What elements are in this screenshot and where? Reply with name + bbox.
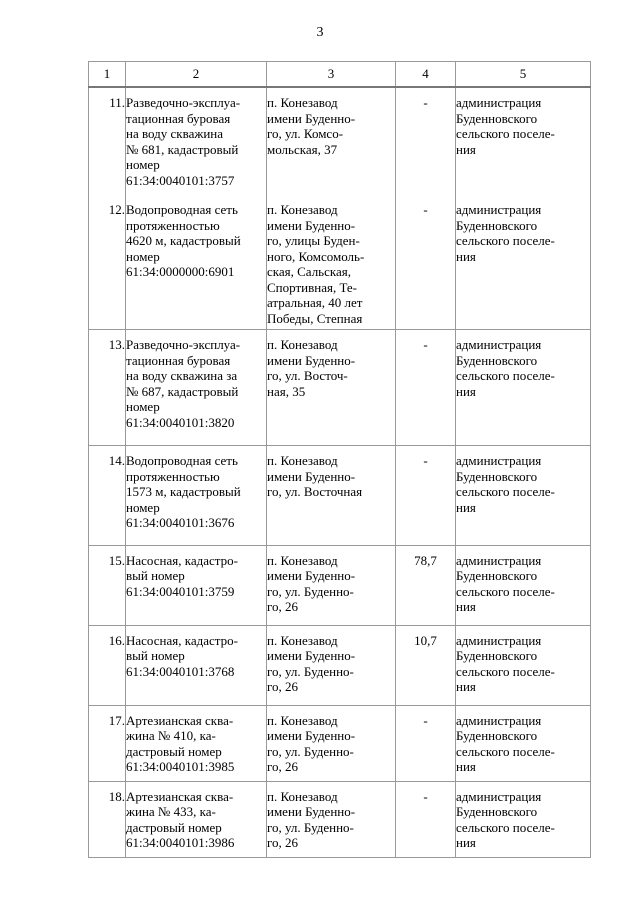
object-address-line: го, ул. Восточ- <box>267 368 348 383</box>
object-area-text: - <box>423 202 428 217</box>
row-number-text: 15. <box>108 552 125 568</box>
rights-holder-line: администрация <box>456 202 542 217</box>
object-address-line: Победы, Степная <box>267 310 363 326</box>
row-number-text: 16. <box>108 632 125 648</box>
object-address-line: имени Буденно- <box>267 352 356 368</box>
table-row <box>89 781 591 857</box>
object-name-line: протяженностью <box>126 217 220 233</box>
table-row <box>89 545 591 625</box>
object-address-line: го, ул. Комсо- <box>267 126 344 141</box>
object-address-line: го, ул. Буденно- <box>267 819 354 835</box>
object-name <box>126 87 267 202</box>
object-address <box>267 625 396 705</box>
object-address-line: ская, Сальская, <box>267 264 351 279</box>
object-name-line: вый номер <box>126 648 185 663</box>
rights-holder-line: сельского поселе- <box>456 743 555 759</box>
object-area <box>396 625 456 705</box>
object-name-line: жина № 433, ка- <box>126 804 216 819</box>
object-name-line: Водопроводная сеть <box>126 453 238 468</box>
rights-holder-line: администрация <box>456 95 542 110</box>
rights-holder-line: сельского поселе- <box>456 484 555 499</box>
table-row <box>89 202 591 330</box>
object-address-line: ная, 35 <box>267 383 306 399</box>
column-header: 5 <box>456 62 591 88</box>
column-header: 3 <box>267 62 396 88</box>
rights-holder-line: Буденновского <box>456 352 538 368</box>
row-number <box>89 446 126 546</box>
object-name-line: Насосная, кадастро- <box>126 552 238 568</box>
column-header: 4 <box>396 62 456 88</box>
object-name <box>126 625 267 705</box>
object-area-text: - <box>423 788 428 804</box>
object-name-line: номер <box>126 248 160 264</box>
object-address-line: ного, Комсомоль- <box>267 248 365 264</box>
rights-holder <box>456 446 591 546</box>
row-number-text: 14. <box>108 453 125 468</box>
object-address <box>267 87 396 202</box>
object-address-line: го, 26 <box>267 835 299 850</box>
object-area-text: - <box>423 453 428 468</box>
object-address-line: го, ул. Восточная <box>267 484 363 499</box>
object-area-text: - <box>423 712 428 728</box>
object-name-line: номер <box>126 399 160 414</box>
object-name-line: протяженностью <box>126 468 220 484</box>
object-name-line: номер <box>126 157 160 172</box>
object-address <box>267 545 396 625</box>
rights-holder-line: ния <box>456 835 476 850</box>
object-address-line: имени Буденно- <box>267 568 356 583</box>
rights-holder-line: ния <box>456 141 476 157</box>
object-address-line: п. Конезавод <box>267 712 338 728</box>
rights-holder-line: ния <box>456 599 476 614</box>
object-name-line: 61:34:0040101:3985 <box>126 759 235 774</box>
object-name-line: 61:34:0000000:6901 <box>126 264 235 279</box>
row-number <box>89 202 126 330</box>
object-address-line: го, ул. Буденно- <box>267 663 354 679</box>
object-address-line: го, 26 <box>267 599 299 614</box>
object-area <box>396 545 456 625</box>
object-name-line: Разведочно-эксплуа- <box>126 337 241 352</box>
table-row <box>89 705 591 781</box>
page-number: 3 <box>316 25 324 40</box>
table-row <box>89 625 591 705</box>
object-name-line: Артезианская сква- <box>126 788 234 804</box>
object-address <box>267 781 396 857</box>
object-name-line: номер <box>126 499 160 515</box>
rights-holder-line: ния <box>456 759 476 774</box>
object-name-line: 1573 м, кадастровый <box>126 484 241 499</box>
object-name-line: Артезианская сква- <box>126 712 234 728</box>
object-name-line: Разведочно-эксплуа- <box>126 95 241 110</box>
object-address-line: Спортивная, Те- <box>267 279 357 295</box>
object-area <box>396 781 456 857</box>
row-number-text: 12. <box>108 202 125 217</box>
rights-holder <box>456 705 591 781</box>
object-address-line: п. Конезавод <box>267 788 338 804</box>
object-area <box>396 705 456 781</box>
row-number-text: 17. <box>108 712 125 728</box>
object-address-line: п. Конезавод <box>267 337 338 352</box>
rights-holder-line: ния <box>456 248 476 264</box>
rights-holder-line: ния <box>456 383 476 399</box>
object-area-text: 10,7 <box>414 632 437 648</box>
rights-holder-line: Буденновского <box>456 804 538 819</box>
object-name <box>126 446 267 546</box>
row-number <box>89 87 126 202</box>
rights-holder-line: сельского поселе- <box>456 583 555 599</box>
object-name <box>126 705 267 781</box>
rights-holder-line: Буденновского <box>456 217 538 233</box>
object-name-line: 4620 м, кадастровый <box>126 233 241 248</box>
row-number-text: 18. <box>108 788 125 804</box>
rights-holder-line: ния <box>456 499 476 515</box>
row-number <box>89 781 126 857</box>
row-number <box>89 545 126 625</box>
object-address-line: го, 26 <box>267 759 299 774</box>
rights-holder-line: сельского поселе- <box>456 368 555 383</box>
rights-holder-line: администрация <box>456 788 542 804</box>
object-address-line: п. Конезавод <box>267 95 338 110</box>
object-name-line: № 687, кадастровый <box>126 383 239 399</box>
object-name-line: 61:34:0040101:3759 <box>126 583 235 599</box>
rights-holder <box>456 202 591 330</box>
object-area <box>396 330 456 446</box>
object-address-line: п. Конезавод <box>267 202 338 217</box>
object-name-line: тационная буровая <box>126 110 231 126</box>
object-address-line: атральная, 40 лет <box>267 295 363 310</box>
object-name-line: 61:34:0040101:3768 <box>126 663 235 679</box>
object-address-line: имени Буденно- <box>267 110 356 126</box>
object-address-line: мольская, 37 <box>267 141 338 157</box>
object-address-line: п. Конезавод <box>267 632 338 648</box>
object-name-line: 61:34:0040101:3757 <box>126 172 235 188</box>
object-name-line: на воду скважина <box>126 126 224 141</box>
object-name <box>126 202 267 330</box>
rights-holder-line: администрация <box>456 712 542 728</box>
rights-holder-line: сельского поселе- <box>456 663 555 679</box>
object-name-line: 61:34:0040101:3676 <box>126 515 235 530</box>
object-address <box>267 202 396 330</box>
rights-holder <box>456 781 591 857</box>
rights-holder-line: сельского поселе- <box>456 819 555 835</box>
object-area-text: 78,7 <box>414 552 437 568</box>
object-address-line: имени Буденно- <box>267 728 356 743</box>
object-address-line: п. Конезавод <box>267 552 338 568</box>
rights-holder-line: администрация <box>456 552 542 568</box>
object-name-line: дастровый номер <box>126 819 222 835</box>
table-row <box>89 446 591 546</box>
object-address <box>267 446 396 546</box>
object-address-line: го, улицы Буден- <box>267 233 360 248</box>
object-name-line: дастровый номер <box>126 743 222 759</box>
object-address-line: имени Буденно- <box>267 217 356 233</box>
rights-holder <box>456 87 591 202</box>
column-header: 1 <box>89 62 126 88</box>
rights-holder <box>456 625 591 705</box>
object-name-line: 61:34:0040101:3986 <box>126 835 235 850</box>
row-number-text: 11. <box>109 95 125 110</box>
object-name-line: № 681, кадастровый <box>126 141 239 157</box>
object-name-line: Водопроводная сеть <box>126 202 238 217</box>
column-header: 2 <box>126 62 267 88</box>
object-name-line: на воду скважина за <box>126 368 238 383</box>
object-address <box>267 705 396 781</box>
row-number-text: 13. <box>108 337 125 352</box>
object-name-line: жина № 410, ка- <box>126 728 216 743</box>
property-table <box>88 61 591 858</box>
rights-holder-line: сельского поселе- <box>456 233 555 248</box>
object-address <box>267 330 396 446</box>
object-area <box>396 87 456 202</box>
object-address-line: п. Конезавод <box>267 453 338 468</box>
rights-holder-line: Буденновского <box>456 728 538 743</box>
row-number <box>89 705 126 781</box>
object-area-text: - <box>423 337 428 352</box>
object-address-line: го, 26 <box>267 679 299 694</box>
rights-holder <box>456 545 591 625</box>
object-name <box>126 545 267 625</box>
object-address-line: имени Буденно- <box>267 648 356 663</box>
object-area-text: - <box>423 95 428 110</box>
table-body <box>89 87 591 857</box>
object-name-line: 61:34:0040101:3820 <box>126 414 235 430</box>
object-address-line: го, ул. Буденно- <box>267 743 354 759</box>
rights-holder-line: администрация <box>456 337 542 352</box>
object-address-line: имени Буденно- <box>267 468 356 484</box>
rights-holder-line: Буденновского <box>456 648 538 663</box>
rights-holder-line: ния <box>456 679 476 694</box>
row-number <box>89 625 126 705</box>
rights-holder-line: администрация <box>456 632 542 648</box>
object-name-line: тационная буровая <box>126 352 231 368</box>
rights-holder-line: Буденновского <box>456 468 538 484</box>
object-area <box>396 446 456 546</box>
object-name <box>126 330 267 446</box>
object-area <box>396 202 456 330</box>
object-name-line: Насосная, кадастро- <box>126 632 238 648</box>
object-address-line: имени Буденно- <box>267 804 356 819</box>
table-row <box>89 87 591 202</box>
table-header-row <box>89 62 591 88</box>
object-name <box>126 781 267 857</box>
rights-holder-line: сельского поселе- <box>456 126 555 141</box>
rights-holder-line: администрация <box>456 453 542 468</box>
object-name-line: вый номер <box>126 568 185 583</box>
row-number <box>89 330 126 446</box>
object-address-line: го, ул. Буденно- <box>267 583 354 599</box>
rights-holder-line: Буденновского <box>456 568 538 583</box>
table-row <box>89 330 591 446</box>
rights-holder <box>456 330 591 446</box>
rights-holder-line: Буденновского <box>456 110 538 126</box>
